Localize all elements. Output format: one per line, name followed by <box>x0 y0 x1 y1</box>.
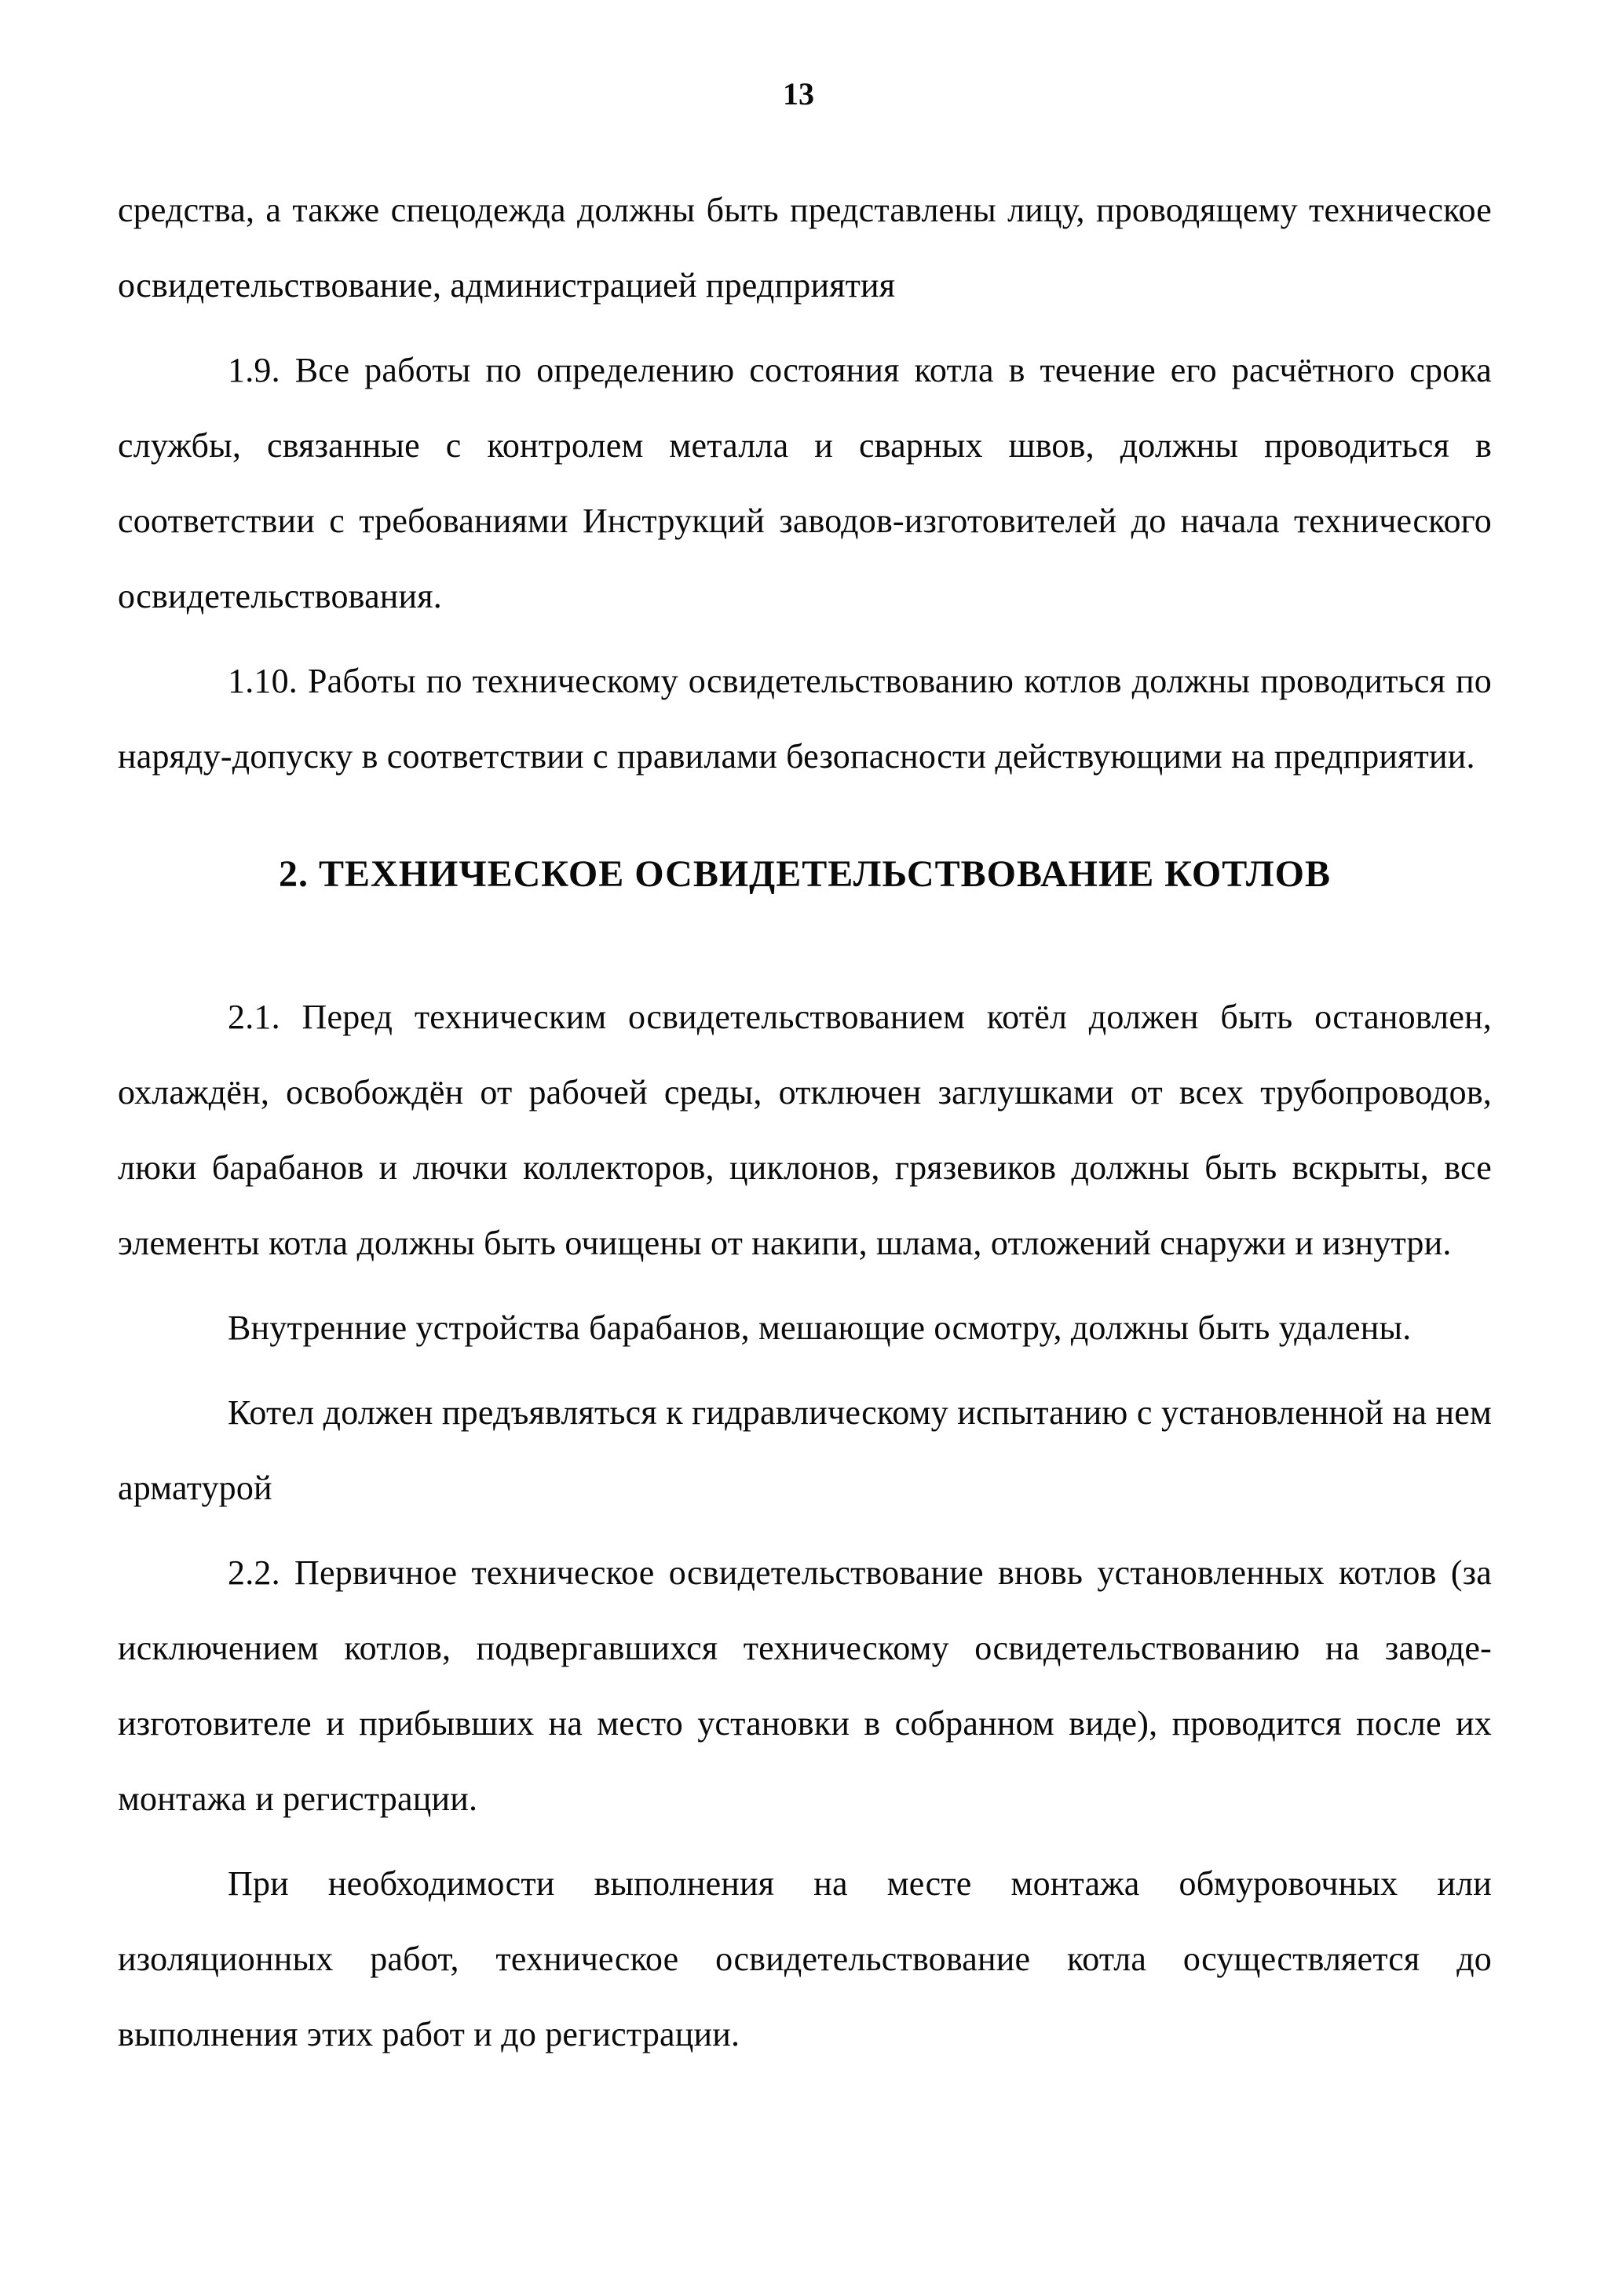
paragraph-continuation: средства, а также спецодежда должны быть представлены лицу, проводящему техническое освидетельствование, администрацией предприятия <box>118 191 1492 305</box>
section-heading: 2. ТЕХНИЧЕСКОЕ ОСВИДЕТЕЛЬСТВОВАНИЕ КОТЛОВ <box>279 853 1331 895</box>
paragraph-1-10: 1.10. Работы по техническому освидетельствованию котлов должны проводиться по наряду-допуску в соответствии с правилами безопасности действующими на предприятии. <box>118 662 1492 776</box>
page-body <box>118 173 1492 2072</box>
paragraph-1-9: 1.9. Все работы по определению состояния котла в течение его расчётного срока службы, связанные с контролем металла и сварных швов, должны проводиться в соответствии с требованиями Инструкций заводов-изготовителей до начала технического освидетельствования. <box>118 351 1492 615</box>
paragraph-insulation-works: При необходимости выполнения на месте монтажа обмуровочных или изоляционных работ, техническое освидетельствование котла осуществляется до выполнения этих работ и до регистрации. <box>118 1864 1492 2053</box>
paragraph-2-2: 2.2. Первичное техническое освидетельствование вновь установленных котлов (за исключением котлов, подвергавшихся техническому освидетельствованию на заводе-изготовителе и прибывших на место установки в собранном виде), проводится после их монтажа и регистрации. <box>118 1553 1492 1818</box>
paragraph-2-1: 2.1. Перед техническим освидетельствованием котёл должен быть остановлен, охлаждён, освобождён от рабочей среды, отключен заглушками от всех трубопроводов, люки барабанов и лючки коллекторов, циклонов, грязевиков должны быть вскрыты, все элементы котла должны быть очищены от накипи, шлама, отложений снаружи и изнутри. <box>118 998 1492 1262</box>
section-heading-wrapper <box>118 851 1492 898</box>
paragraph-hydraulic-test: Котел должен предъявляться к гидравлическому испытанию с установленной на нем арматурой <box>118 1393 1492 1507</box>
paragraph-internal-devices: Внутренние устройства барабанов, мешающие осмотру, должны быть удалены. <box>228 1309 1412 1347</box>
page-number: 13 <box>783 76 814 111</box>
